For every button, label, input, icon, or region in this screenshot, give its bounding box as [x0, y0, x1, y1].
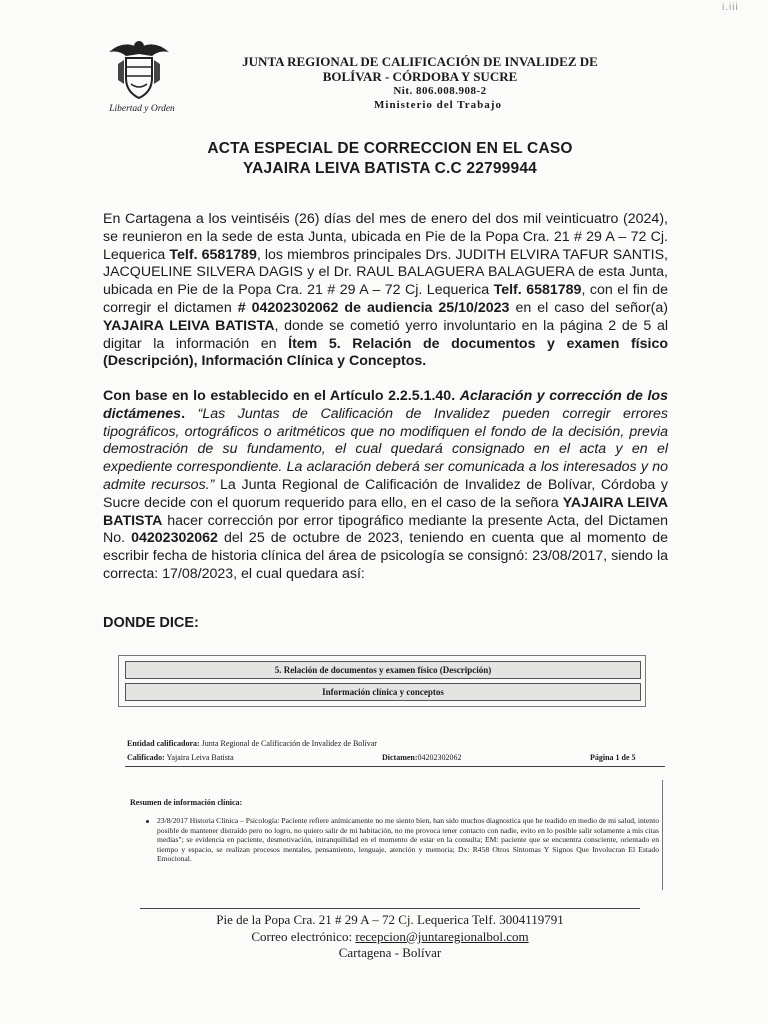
seal-motto: Libertad y Orden	[109, 104, 175, 114]
p2-patient-name: YAJAIRA LEIVA BATISTA	[103, 494, 668, 529]
institution-name-line1: JUNTA REGIONAL DE CALIFICACIÓN DE INVALIDEZ DE	[242, 54, 598, 69]
p2-article: Con base en lo establecido en el Artículo 2.2.5.1.40.	[103, 388, 460, 404]
scan-entity-label: Entidad calificadora:	[127, 739, 200, 748]
scan-page-number: Página 1 de 5	[590, 753, 636, 762]
coat-of-arms-icon	[104, 34, 174, 104]
p1-text-4: en el caso del señor(a)	[509, 299, 669, 316]
donde-dice-heading: DONDE DICE:	[103, 615, 199, 631]
p2-quote: “Las Juntas de Calificación de Invalidez pueden corregir errores tipográficos, ortográficos o aritméticos que no modifiquen el fondo de la decisión, previa demostración de su fundamento, el cual quedará consignado en el acta y en el expediente correspondiente. La aclaración deberá ser comunicada a los interesados y no admite recursos.”	[103, 405, 668, 493]
ministry-name: Ministerio del Trabajo	[374, 99, 502, 111]
document-title-line2: YAJAIRA LEIVA BATISTA C.C 22799944	[243, 160, 537, 177]
p1-text-3: , con el fin de corregir el dictamen	[103, 282, 668, 316]
p1-phone-2: Telf. 6581789	[493, 282, 582, 299]
p1-item-reference: Ítem 5. Relación de documentos y examen físico (Descripción), Información Clínica y Conceptos.	[103, 335, 668, 370]
p2-text-2: hacer corrección por error tipográfico mediante la presente Acta, del Dictamen No.	[103, 512, 668, 547]
footer-address: Pie de la Popa Cra. 21 # 29 A – 72 Cj. Lequerica Telf. 3004119791	[216, 912, 564, 927]
scan-entity-value: Junta Regional de Calificación de Invalidez de Bolívar	[199, 739, 377, 748]
scan-clinical-summary: 23/8/2017 Historia Clínica – Psicología: Paciente refiere anímicamente no me siento bien, han sido muchos diagnostica que he teadido en medio de mi salud, intento posible de mantener distraído pero no logro, no quiero salir de mi habitación, no me provoca tener contacto con nadie, evito en lo posible salir solamente a mis citas medias"; se evidencia en paciente, desmotivación, intranquilidad en el momento de estar en la consulta; EM: paciente que se encuentra consciente, orientado en tiempo y espacio, se realizan procesos mentales, pensamiento, lenguaje, atención y memoria; Dx: R458 Otros Síntomas Y Signos Que Involucran El Estado Emocional.	[157, 816, 659, 864]
scan-dictamen-line	[382, 753, 532, 763]
scan-dictamen-label: Dictamen:	[382, 753, 418, 762]
footer-email-label: Correo electrónico:	[251, 929, 356, 944]
document-title-line1: ACTA ESPECIAL DE CORRECCION EN EL CASO	[207, 140, 573, 157]
scan-bullet-dot	[146, 820, 149, 823]
institution-name-line2: BOLÍVAR - CÓRDOBA Y SUCRE	[322, 69, 518, 84]
footer-email-link[interactable]: recepcion@juntaregionalbol.com	[355, 929, 529, 944]
p1-text-1: En Cartagena a los veintiséis (26) días del mes de enero del dos mil veinticuatro (2024), se reunieron en la sede de esta Junta, ubicada en Pie de la Popa Cra. 21 # 29 A – 72 Cj. Lequerica	[103, 211, 668, 263]
footer-city: Cartagena - Bolívar	[338, 945, 442, 960]
p2-article-title: Aclaración y corrección de los dictámenes	[103, 388, 668, 422]
scan-section-box-2: Información clínica y conceptos	[125, 683, 641, 701]
scan-side-rule	[662, 780, 663, 890]
p2-text-3: del 25 de octubre de 2023, teniendo en cuenta que al momento de escribir fecha de historia clínica del área de psicología se consignó: 23/08/2017, siendo la correcta: 17/08/2023, el cual quedara así:	[103, 530, 668, 582]
scan-section-box-1: 5. Relación de documentos y examen físico (Descripción)	[125, 661, 641, 679]
paragraph-legal-basis	[103, 388, 668, 584]
p1-text-5: , donde se cometió yerro involuntario en la página 2 de 5 al digitar la información en	[103, 317, 668, 352]
p1-text-2: , los miembros principales Drs. JUDITH ELVIRA TAFUR SANTIS, JACQUELINE SILVERA DAGIS y el Dr. RAUL BALAGUERA BALAGUERA de esta Junta, ubicada en Pie de la Popa Cra. 21 # 29 A – 72 Cj. Lequerica	[103, 246, 668, 299]
scan-resumen-title: Resumen de información clínica:	[130, 798, 243, 807]
scan-calificado-value: Yajaira Leiva Batista	[164, 753, 234, 762]
scan-entity-line	[127, 739, 627, 749]
p1-patient-name: YAJAIRA LEIVA BATISTA	[103, 317, 275, 334]
p2-text-1: La Junta Regional de Calificación de Invalidez de Bolívar, Córdoba y Sucre decide con el quorum requerido para ello, en el caso de la señora	[103, 476, 669, 511]
scan-calificado-line	[127, 753, 377, 763]
p1-dictamen: # 04202302062 de audiencia 25/10/2023	[237, 299, 510, 316]
scan-calificado-label: Calificado:	[127, 753, 165, 762]
footer-rule	[140, 908, 640, 909]
paragraph-meeting	[103, 211, 668, 371]
institution-nit: Nit. 806.008.908-2	[393, 85, 487, 97]
p2-dictamen-number: 04202302062	[131, 530, 218, 547]
footer-email-line	[140, 929, 640, 945]
p2-article-dot: .	[181, 405, 198, 422]
corner-mark: i.iii	[722, 2, 739, 13]
p1-phone-1: Telf. 6581789	[169, 246, 257, 263]
scan-dictamen-value: 04202302062	[417, 753, 462, 762]
scan-divider	[125, 766, 665, 767]
